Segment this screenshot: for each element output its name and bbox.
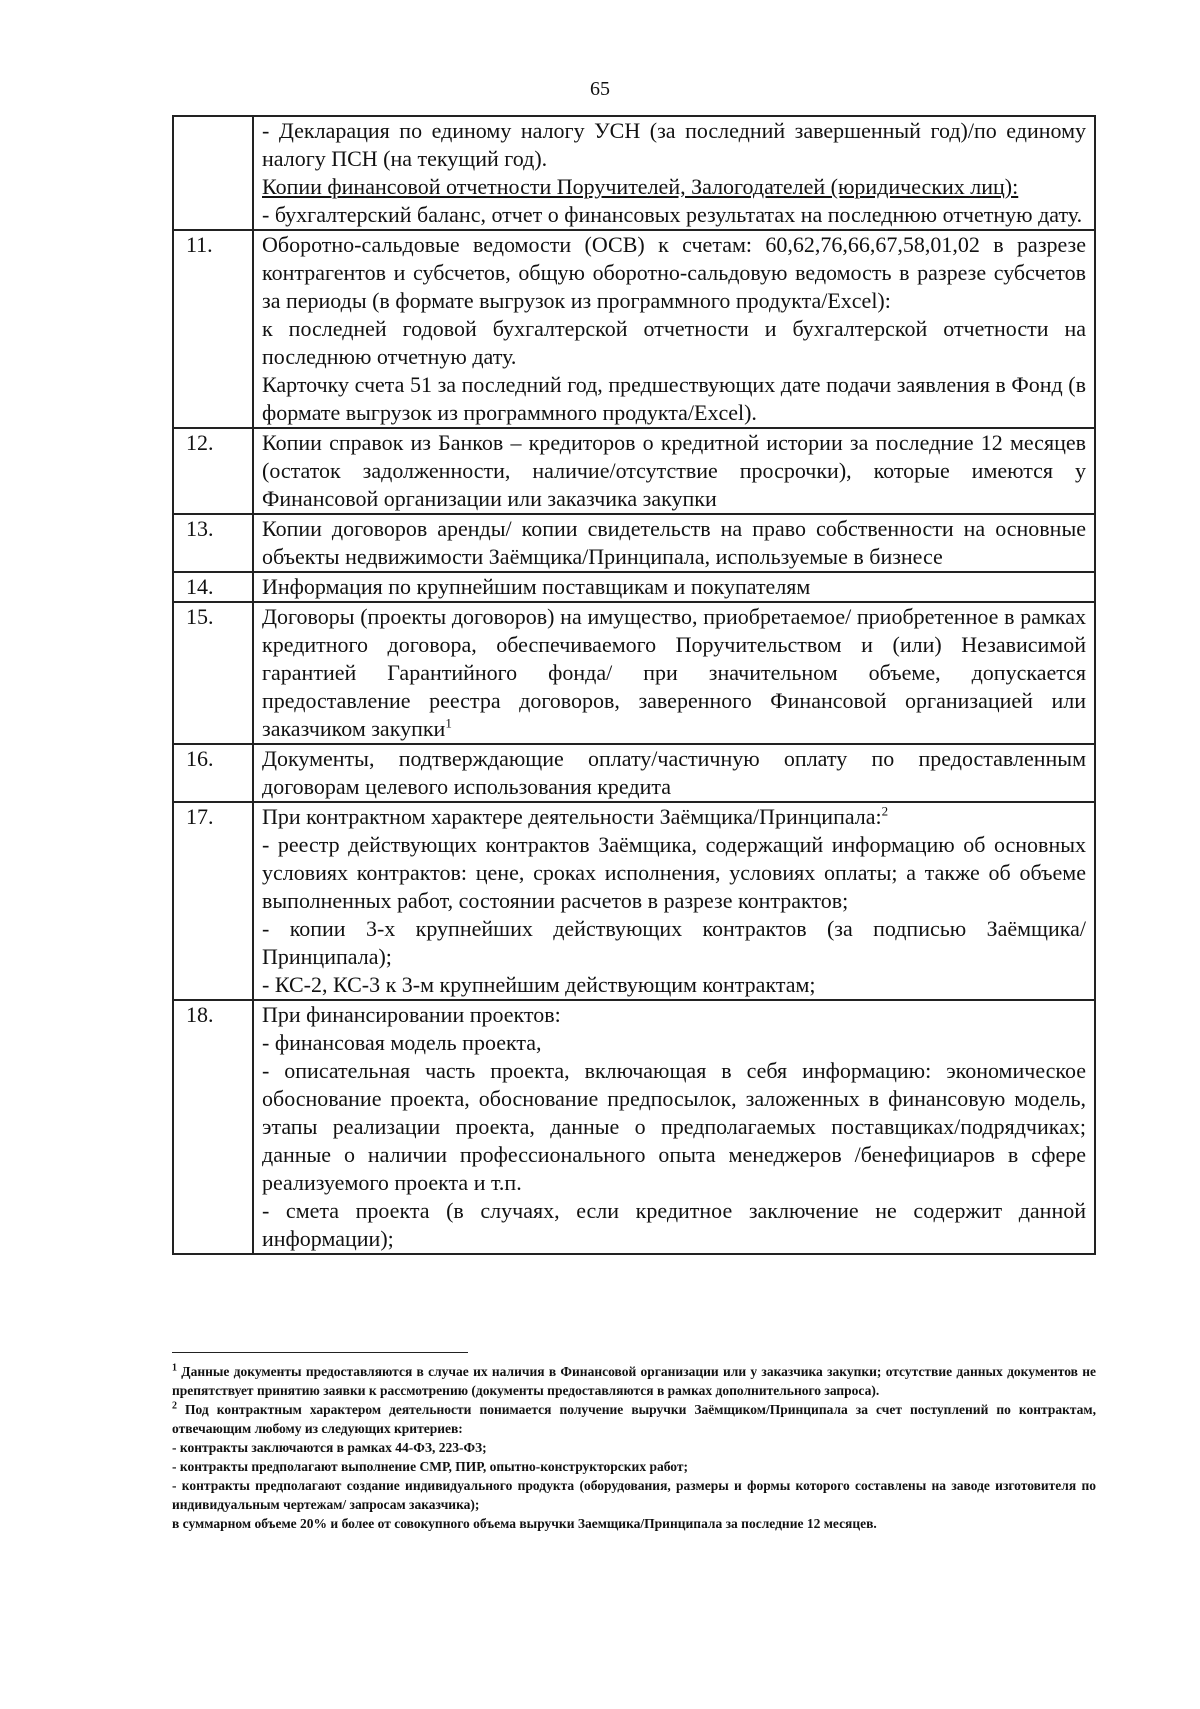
footnote-text: Под контрактным характером деятельности понимается получение выручки Заёмщиком/Принципала за счет поступлений по контрактам, отвечающим любому из следующих критериев: — [172, 1402, 1096, 1436]
row-number: 18. — [173, 1000, 253, 1254]
paragraph-text: Информация по крупнейшим поставщикам и покупателям — [262, 574, 811, 599]
requirements-table-body — [173, 116, 1095, 1254]
paragraph-text: Копии справок из Банков – кредиторов о кредитной истории за последние 12 месяцев (остаток задолженности, наличие/отсутствие просрочки), которые имеются у Финансовой организации или заказчика закупки — [262, 430, 1086, 511]
paragraph — [262, 1197, 1086, 1253]
footnote — [172, 1457, 1096, 1476]
table-row — [173, 744, 1095, 802]
paragraph — [262, 745, 1086, 801]
table-row — [173, 802, 1095, 1000]
footnote-text: - контракты заключаются в рамках 44-ФЗ, 223-ФЗ; — [172, 1440, 487, 1455]
paragraph — [262, 803, 1086, 831]
row-content — [253, 116, 1095, 230]
paragraph-text: Оборотно-сальдовые ведомости (ОСВ) к счетам: 60,62,76,66,67,58,01,02 в разрезе контрагентов и субсчетов, общую оборотно-сальдовую ведомость в разрезе субсчетов за периоды (в формате выгрузок из программного продукта/Excel): — [262, 232, 1086, 313]
paragraph — [262, 603, 1086, 743]
row-content — [253, 514, 1095, 572]
footnote-ref: 2 — [881, 803, 889, 819]
row-content — [253, 1000, 1095, 1254]
paragraph-text: - описательная часть проекта, включающая в себя информацию: экономическое обоснование проекта, обоснование предпосылок, заложенных в финансовую модель, этапы реализации проекта, данные о предполагаемых поставщиках/подрядчиках; данные о наличии профессионального опыта менеджеров /бенефициаров в сфере реализуемого проекта и т.п. — [262, 1058, 1086, 1195]
paragraph — [262, 371, 1086, 427]
paragraph — [262, 117, 1086, 173]
requirements-table — [172, 115, 1096, 1255]
footnote-text: в суммарном объеме 20% и более от совокупного объема выручки Заемщика/Принципала за последние 12 месяцев. — [172, 1516, 877, 1531]
paragraph-text: - копии 3-х крупнейших действующих контрактов (за подписью Заёмщика/Принципала); — [262, 916, 1086, 969]
footnote-marker: 1 — [172, 1362, 177, 1374]
footnote-marker: 2 — [172, 1400, 177, 1412]
paragraph-text: При финансировании проектов: — [262, 1002, 561, 1027]
paragraph — [262, 831, 1086, 915]
paragraph-text: к последней годовой бухгалтерской отчетности и бухгалтерской отчетности на последнюю отчетную дату. — [262, 316, 1086, 369]
row-number: 17. — [173, 802, 253, 1000]
row-content — [253, 744, 1095, 802]
paragraph — [262, 429, 1086, 513]
paragraph-text: - реестр действующих контрактов Заёмщика, содержащий информацию об основных условиях контрактов: цене, сроках исполнения, условиях оплаты; а также об объеме выполненных работ, состоянии расчетов в разрезе контрактов; — [262, 832, 1086, 913]
footnotes — [172, 1362, 1096, 1533]
row-number: 12. — [173, 428, 253, 514]
row-number: 15. — [173, 602, 253, 744]
paragraph-text: - смета проекта (в случаях, если кредитное заключение не содержит данной информации); — [262, 1198, 1086, 1251]
paragraph-text: - Декларация по единому налогу УСН (за последний завершенный год)/по единому налогу ПСН (на текущий год). — [262, 118, 1086, 171]
table-row — [173, 230, 1095, 428]
row-content — [253, 602, 1095, 744]
paragraph — [262, 1029, 1086, 1057]
table-row — [173, 602, 1095, 744]
row-number: 14. — [173, 572, 253, 602]
table-row — [173, 572, 1095, 602]
footnote-text: Данные документы предоставляются в случае их наличия в Финансовой организации или у заказчика закупки; отсутствие данных документов не препятствует принятию заявки к рассмотрению (документы предоставляются в рамках дополнительного запроса). — [172, 1364, 1096, 1398]
row-content — [253, 230, 1095, 428]
paragraph-text: - бухгалтерский баланс, отчет о финансовых результатах на последнюю отчетную дату. — [262, 202, 1083, 227]
row-number: 11. — [173, 230, 253, 428]
paragraph-text: - КС-2, КС-3 к 3-м крупнейшим действующим контрактам; — [262, 972, 816, 997]
footnote-ref: 1 — [445, 715, 452, 731]
paragraph — [262, 515, 1086, 571]
row-number: 16. — [173, 744, 253, 802]
paragraph-text: - финансовая модель проекта, — [262, 1030, 542, 1055]
footnote — [172, 1514, 1096, 1533]
table-row — [173, 116, 1095, 230]
paragraph — [262, 573, 1086, 601]
row-content — [253, 802, 1095, 1000]
row-content — [253, 572, 1095, 602]
paragraph — [262, 971, 1086, 999]
paragraph — [262, 1057, 1086, 1197]
footnote — [172, 1438, 1096, 1457]
row-number — [173, 116, 253, 230]
paragraph — [262, 1001, 1086, 1029]
footnote-text: - контракты предполагают создание индивидуального продукта (оборудования, размеры и формы которого составлены на заводе изготовителя по индивидуальным чертежам/ запросам заказчика); — [172, 1478, 1096, 1512]
paragraph-text: При контрактном характере деятельности Заёмщика/Принципала: — [262, 804, 882, 829]
table-row — [173, 1000, 1095, 1254]
table-row — [173, 514, 1095, 572]
footnote — [172, 1362, 1096, 1400]
paragraph-text: Документы, подтверждающие оплату/частичную оплату по предоставленным договорам целевого использования кредита — [262, 746, 1086, 799]
footnote — [172, 1400, 1096, 1438]
paragraph — [262, 201, 1086, 229]
page-number: 65 — [590, 78, 610, 100]
paragraph — [262, 231, 1086, 315]
row-number: 13. — [173, 514, 253, 572]
paragraph — [262, 315, 1086, 371]
paragraph-text: Копии договоров аренды/ копии свидетельств на право собственности на основные объекты недвижимости Заёмщика/Принципала, используемые в бизнесе — [262, 516, 1086, 569]
row-content — [253, 428, 1095, 514]
table-row — [173, 428, 1095, 514]
section-heading — [262, 173, 1086, 201]
paragraph-text: Договоры (проекты договоров) на имущество, приобретаемое/ приобретенное в рамках кредитного договора, обеспечиваемого Поручительством и (или) Независимой гарантией Гарантийного фонда/ при значительном объеме, допускается предоставление реестра договоров, заверенного Финансовой организацией или заказчиком закупки — [262, 604, 1086, 741]
paragraph — [262, 915, 1086, 971]
footnote-divider — [172, 1352, 468, 1353]
footnote-text: - контракты предполагают выполнение СМР, ПИР, опытно-конструкторских работ; — [172, 1459, 688, 1474]
paragraph-text: Карточку счета 51 за последний год, предшествующих дате подачи заявления в Фонд (в формате выгрузок из программного продукта/Excel). — [262, 372, 1086, 425]
paragraph-text: Копии финансовой отчетности Поручителей, Залогодателей (юридических лиц): — [262, 174, 1019, 199]
footnote — [172, 1476, 1096, 1514]
